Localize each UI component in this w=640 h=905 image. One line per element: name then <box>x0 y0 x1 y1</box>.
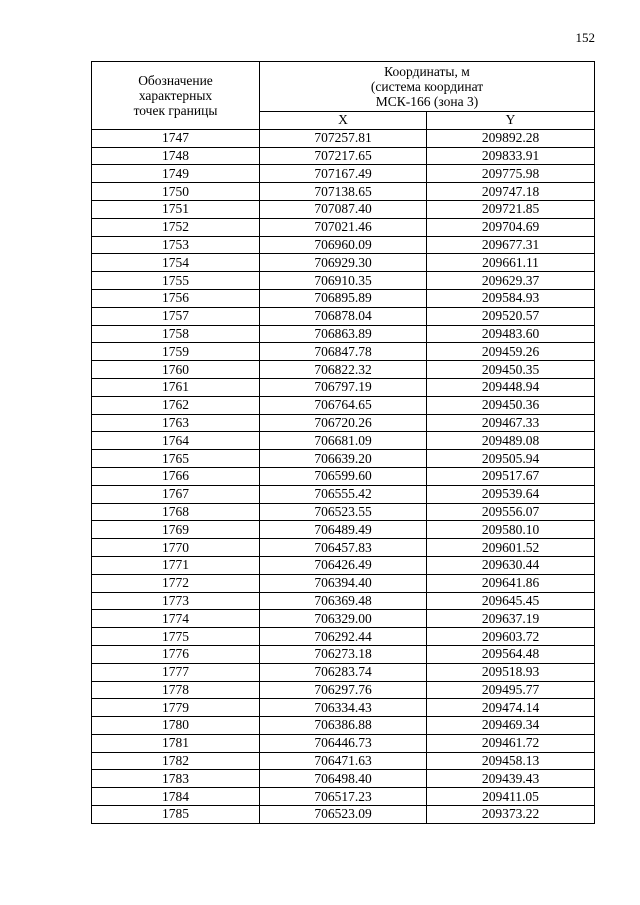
cell-point: 1756 <box>92 289 260 307</box>
table-row <box>92 129 595 147</box>
cell-y: 209411.05 <box>427 788 595 806</box>
table-row <box>92 521 595 539</box>
cell-x: 706895.89 <box>260 289 427 307</box>
cell-point: 1755 <box>92 272 260 290</box>
table-row <box>92 218 595 236</box>
cell-point: 1771 <box>92 556 260 574</box>
header-coords-line: (система координат <box>370 79 484 94</box>
cell-y: 209603.72 <box>427 628 595 646</box>
cell-x: 706394.40 <box>260 574 427 592</box>
table-header <box>92 62 595 130</box>
cell-point: 1776 <box>92 645 260 663</box>
cell-x: 706498.40 <box>260 770 427 788</box>
header-point-line: точек границы <box>133 102 218 118</box>
cell-y: 209661.11 <box>427 254 595 272</box>
table-row <box>92 396 595 414</box>
cell-x: 706720.26 <box>260 414 427 432</box>
table-row <box>92 770 595 788</box>
cell-x: 706797.19 <box>260 378 427 396</box>
cell-x: 706847.78 <box>260 343 427 361</box>
table-row <box>92 343 595 361</box>
table-row <box>92 378 595 396</box>
cell-y: 209775.98 <box>427 165 595 183</box>
cell-y: 209556.07 <box>427 503 595 521</box>
table-row <box>92 467 595 485</box>
cell-y: 209517.67 <box>427 467 595 485</box>
cell-y: 209520.57 <box>427 307 595 325</box>
cell-y: 209458.13 <box>427 752 595 770</box>
cell-point: 1769 <box>92 521 260 539</box>
cell-x: 706960.09 <box>260 236 427 254</box>
cell-x: 706822.32 <box>260 361 427 379</box>
cell-y: 209461.72 <box>427 734 595 752</box>
cell-y: 209450.36 <box>427 396 595 414</box>
header-coords-line: Координаты, м <box>384 64 470 79</box>
cell-point: 1764 <box>92 432 260 450</box>
cell-point: 1768 <box>92 503 260 521</box>
table-row <box>92 414 595 432</box>
header-point-designation <box>92 62 260 130</box>
cell-x: 706555.42 <box>260 485 427 503</box>
table-row <box>92 165 595 183</box>
cell-y: 209489.08 <box>427 432 595 450</box>
table-row <box>92 556 595 574</box>
table-row <box>92 788 595 806</box>
cell-point: 1750 <box>92 183 260 201</box>
cell-y: 209580.10 <box>427 521 595 539</box>
table-row <box>92 254 595 272</box>
table-body <box>92 129 595 823</box>
table-row <box>92 503 595 521</box>
table-row <box>92 183 595 201</box>
cell-x: 706283.74 <box>260 663 427 681</box>
page-number: 152 <box>575 30 595 45</box>
cell-x: 706517.23 <box>260 788 427 806</box>
cell-point: 1778 <box>92 681 260 699</box>
header-y: Y <box>427 112 595 130</box>
coordinates-table <box>91 61 595 824</box>
cell-x: 706764.65 <box>260 396 427 414</box>
cell-point: 1761 <box>92 378 260 396</box>
cell-y: 209601.52 <box>427 539 595 557</box>
table-row <box>92 325 595 343</box>
cell-point: 1766 <box>92 467 260 485</box>
table-row <box>92 699 595 717</box>
table-row <box>92 734 595 752</box>
cell-point: 1758 <box>92 325 260 343</box>
table-row <box>92 236 595 254</box>
header-point-line: Обозначение <box>138 72 213 88</box>
cell-point: 1752 <box>92 218 260 236</box>
cell-x: 706863.89 <box>260 325 427 343</box>
cell-y: 209474.14 <box>427 699 595 717</box>
cell-x: 706457.83 <box>260 539 427 557</box>
cell-y: 209892.28 <box>427 129 595 147</box>
table-row <box>92 681 595 699</box>
cell-x: 707138.65 <box>260 183 427 201</box>
cell-x: 706910.35 <box>260 272 427 290</box>
cell-x: 707257.81 <box>260 129 427 147</box>
table-row <box>92 752 595 770</box>
cell-point: 1774 <box>92 610 260 628</box>
table-row <box>92 272 595 290</box>
cell-point: 1781 <box>92 734 260 752</box>
cell-y: 209677.31 <box>427 236 595 254</box>
cell-point: 1773 <box>92 592 260 610</box>
cell-y: 209704.69 <box>427 218 595 236</box>
cell-x: 707167.49 <box>260 165 427 183</box>
table-row <box>92 628 595 646</box>
table-row <box>92 361 595 379</box>
cell-x: 706446.73 <box>260 734 427 752</box>
header-coordinates <box>260 62 595 112</box>
cell-x: 706599.60 <box>260 467 427 485</box>
cell-point: 1747 <box>92 129 260 147</box>
cell-y: 209469.34 <box>427 717 595 735</box>
cell-x: 707087.40 <box>260 200 427 218</box>
table-row <box>92 432 595 450</box>
table-row <box>92 539 595 557</box>
cell-y: 209641.86 <box>427 574 595 592</box>
cell-y: 209467.33 <box>427 414 595 432</box>
table-row <box>92 307 595 325</box>
cell-point: 1782 <box>92 752 260 770</box>
cell-point: 1765 <box>92 450 260 468</box>
cell-point: 1762 <box>92 396 260 414</box>
cell-x: 706297.76 <box>260 681 427 699</box>
cell-x: 706489.49 <box>260 521 427 539</box>
table-row <box>92 574 595 592</box>
cell-y: 209645.45 <box>427 592 595 610</box>
cell-point: 1760 <box>92 361 260 379</box>
cell-y: 209495.77 <box>427 681 595 699</box>
cell-y: 209518.93 <box>427 663 595 681</box>
cell-point: 1748 <box>92 147 260 165</box>
cell-y: 209505.94 <box>427 450 595 468</box>
header-point-line: характерных <box>138 87 213 103</box>
cell-x: 706426.49 <box>260 556 427 574</box>
cell-y: 209373.22 <box>427 806 595 824</box>
cell-y: 209564.48 <box>427 645 595 663</box>
cell-point: 1780 <box>92 717 260 735</box>
cell-point: 1772 <box>92 574 260 592</box>
cell-x: 707217.65 <box>260 147 427 165</box>
table-row <box>92 592 595 610</box>
cell-x: 706929.30 <box>260 254 427 272</box>
cell-y: 209629.37 <box>427 272 595 290</box>
header-coords-line: МСК-166 (зона 3) <box>375 94 479 109</box>
cell-point: 1767 <box>92 485 260 503</box>
cell-y: 209833.91 <box>427 147 595 165</box>
cell-point: 1757 <box>92 307 260 325</box>
cell-y: 209584.93 <box>427 289 595 307</box>
table-row <box>92 717 595 735</box>
cell-point: 1753 <box>92 236 260 254</box>
cell-y: 209721.85 <box>427 200 595 218</box>
cell-x: 706639.20 <box>260 450 427 468</box>
cell-point: 1785 <box>92 806 260 824</box>
cell-y: 209483.60 <box>427 325 595 343</box>
cell-y: 209450.35 <box>427 361 595 379</box>
cell-point: 1754 <box>92 254 260 272</box>
cell-x: 707021.46 <box>260 218 427 236</box>
table-row <box>92 200 595 218</box>
table-row <box>92 485 595 503</box>
cell-x: 706471.63 <box>260 752 427 770</box>
table-row <box>92 289 595 307</box>
cell-y: 209637.19 <box>427 610 595 628</box>
cell-x: 706681.09 <box>260 432 427 450</box>
cell-x: 706523.55 <box>260 503 427 521</box>
cell-x: 706386.88 <box>260 717 427 735</box>
cell-y: 209459.26 <box>427 343 595 361</box>
table-row <box>92 147 595 165</box>
cell-x: 706292.44 <box>260 628 427 646</box>
header-x: X <box>260 112 427 130</box>
table-row <box>92 450 595 468</box>
cell-point: 1779 <box>92 699 260 717</box>
cell-x: 706878.04 <box>260 307 427 325</box>
cell-point: 1784 <box>92 788 260 806</box>
cell-y: 209448.94 <box>427 378 595 396</box>
cell-y: 209439.43 <box>427 770 595 788</box>
cell-point: 1759 <box>92 343 260 361</box>
cell-x: 706523.09 <box>260 806 427 824</box>
cell-point: 1763 <box>92 414 260 432</box>
table-row <box>92 663 595 681</box>
cell-point: 1770 <box>92 539 260 557</box>
cell-y: 209539.64 <box>427 485 595 503</box>
cell-x: 706369.48 <box>260 592 427 610</box>
cell-point: 1783 <box>92 770 260 788</box>
table-row <box>92 806 595 824</box>
cell-point: 1751 <box>92 200 260 218</box>
table-row <box>92 645 595 663</box>
cell-x: 706329.00 <box>260 610 427 628</box>
cell-point: 1775 <box>92 628 260 646</box>
cell-y: 209747.18 <box>427 183 595 201</box>
table-row <box>92 610 595 628</box>
cell-point: 1749 <box>92 165 260 183</box>
cell-x: 706334.43 <box>260 699 427 717</box>
cell-x: 706273.18 <box>260 645 427 663</box>
cell-y: 209630.44 <box>427 556 595 574</box>
cell-point: 1777 <box>92 663 260 681</box>
